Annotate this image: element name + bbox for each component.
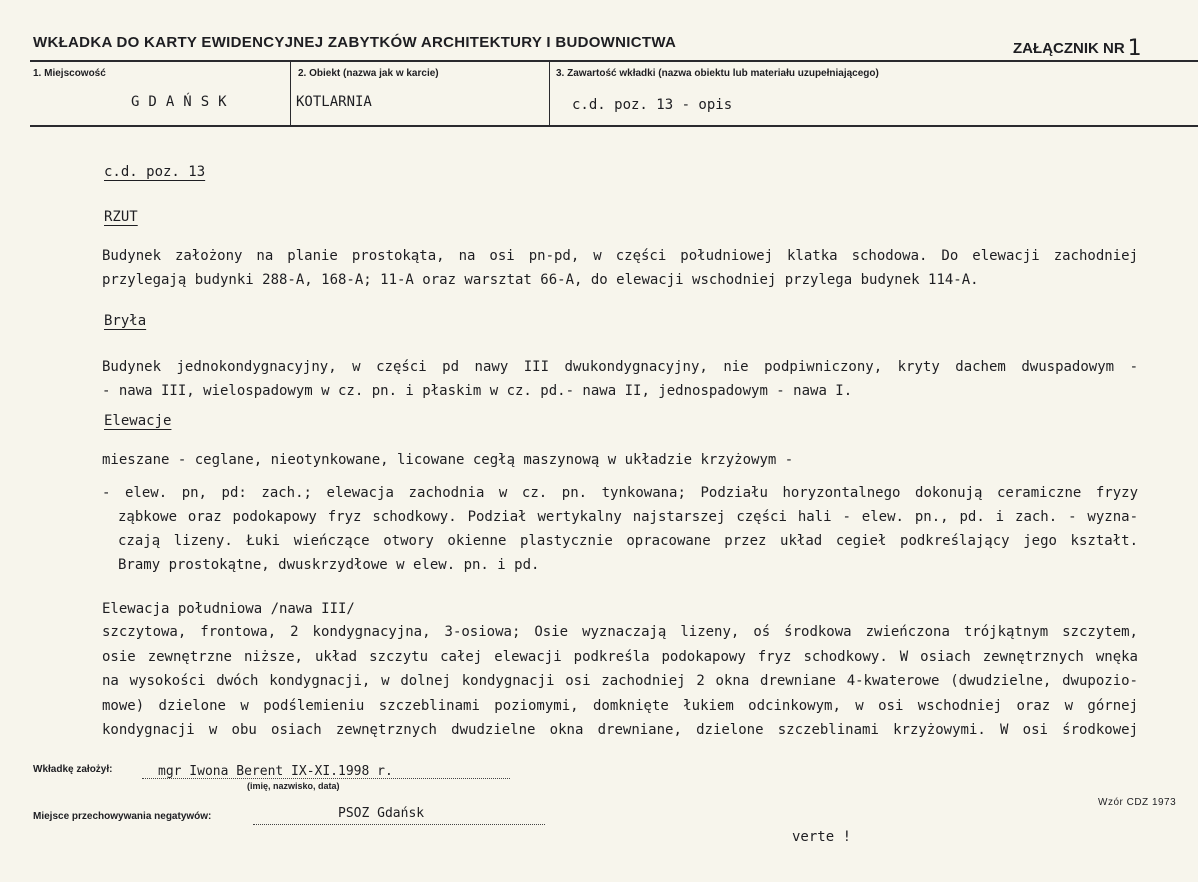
text-line: - elew. pn, pd: zach.; elewacja zachodnia w cz. pn. tynkowana; Podziału horyzontalnego dokonują ceramiczne fryzy	[102, 485, 1138, 501]
storage-value: PSOZ Gdańsk	[338, 806, 425, 821]
elewacja-pld-heading-row	[102, 597, 1138, 621]
heading-bryla: Bryła	[104, 313, 147, 329]
text-line: - nawa III, wielospadowym w cz. pn. i płaskim w cz. pd.- nawa II, jednospadowym - nawa I.	[102, 383, 853, 399]
prepared-by-label: Wkładkę założył:	[33, 764, 113, 775]
header-bottom-rule	[30, 125, 1198, 127]
text-line: osie zewnętrzne niższe, układ szczytu całej elewacji podkreśla podokapowy fryz schodkowy. W osiach zewnętrznych wnęka	[102, 648, 1138, 665]
object-value: KOTLARNIA	[296, 94, 372, 110]
elewacja-pld-paragraph	[102, 620, 1138, 743]
storage-line	[253, 824, 545, 825]
field-divider-1	[290, 61, 291, 125]
text-line: czają lizeny. Łuki wieńczące otwory okienne plastycznie opracowane przez układ cegieł podkreślający jego kształt.	[118, 533, 1138, 549]
text-line: Budynek założony na planie prostokąta, na osi pn-pd, w części południowej klatka schodowa. Do elewacji zachodniej	[102, 248, 1138, 264]
rzut-paragraph	[102, 244, 1138, 292]
text-line: przylegają budynki 288-A, 168-A; 11-A oraz warsztat 66-A, do elewacji wschodniej przylega budynek 114-A.	[102, 272, 979, 288]
text-line: Budynek jednokondygnacyjny, w części pd nawy III dwukondygnacyjny, nie podpiwniczony, kryty dachem dwuspadowym -	[102, 359, 1138, 375]
prepared-by-value: mgr Iwona Berent IX-XI.1998 r.	[158, 764, 393, 779]
locality-value: GDAŃSK	[131, 94, 236, 110]
text-line: na wysokości dwóch kondygnacji, w dolnej kondygnacji osi zachodniej 2 okna drewniane 4-kwaterowe (dwudzielne, dwupozio-	[102, 673, 1138, 689]
text-line: ząbkowe oraz podokapowy fryz schodkowy. Podział wertykalny najstarszej części hali - elew. pn., pd. i zach. - wyzna-	[118, 509, 1138, 525]
bryla-paragraph	[102, 355, 1138, 403]
locality-label: 1. Miejscowość	[33, 68, 106, 79]
verte-note: verte !	[792, 829, 852, 845]
object-label: 2. Obiekt (nazwa jak w karcie)	[298, 68, 439, 79]
text-line: szczytowa, frontowa, 2 kondygnacyjna, 3-osiowa; Osie wyznaczają lizeny, oś środkowa zwieńczona trójkątnym szczytem,	[102, 624, 1138, 640]
heading-elewacja-poludniowa: Elewacja południowa /nawa III/	[102, 601, 355, 617]
field-divider-2	[549, 61, 550, 125]
storage-label: Miejsce przechowywania negatywów:	[33, 811, 212, 822]
elewacje-paragraph	[102, 481, 1138, 577]
form-title: WKŁADKA DO KARTY EWIDENCYJNEJ ZABYTKÓW ARCHITEKTURY I BUDOWNICTWA	[33, 34, 677, 51]
prepared-by-note: (imię, nazwisko, data)	[247, 781, 340, 791]
text-line: Bramy prostokątne, dwuskrzydłowe w elew. pn. i pd.	[118, 557, 540, 573]
text-line: mowe) dzielone w podślemieniu szczeblinami poziomymi, domknięte łukiem odcinkowym, w osi wschodniej oraz w górnej	[102, 697, 1138, 714]
annex-label: ZAŁĄCZNIK NR	[1013, 40, 1125, 57]
text-line: mieszane - ceglane, nieotynkowane, licowane cegłą maszynową w układzie krzyżowym -	[102, 452, 794, 468]
heading-elewacje: Elewacje	[104, 413, 172, 429]
elewacje-intro	[102, 448, 1138, 472]
form-reference: Wzór CDZ 1973	[1098, 797, 1177, 808]
annex-number: 1	[1127, 36, 1142, 61]
heading-continuation: c.d. poz. 13	[104, 164, 206, 180]
annex-label-group	[1013, 34, 1142, 59]
content-value: c.d. poz. 13 - opis	[572, 97, 733, 113]
content-label: 3. Zawartość wkładki (nazwa obiektu lub materiału uzupełniającego)	[556, 68, 879, 79]
heading-rzut: RZUT	[104, 209, 138, 225]
header-top-rule	[30, 60, 1198, 62]
text-line: kondygnacji w obu osiach zewnętrznych dwudzielne okna drewniane, dzielone szczeblinami krzyżowymi. W osi środkowej	[102, 722, 1138, 738]
